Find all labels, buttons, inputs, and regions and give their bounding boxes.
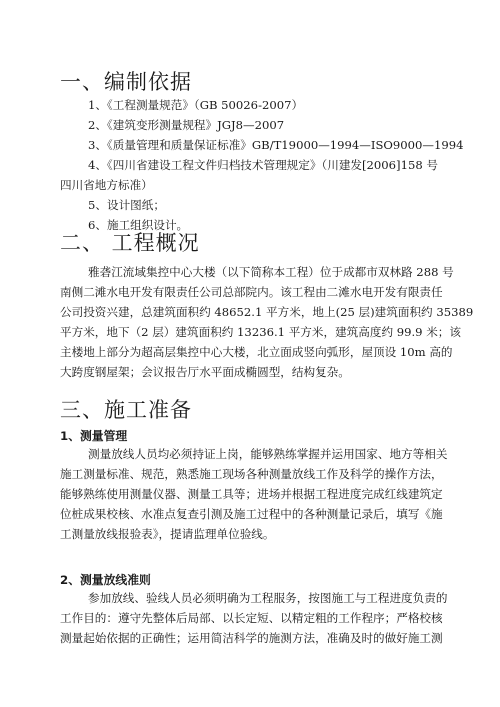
- overview-line-1: 雅砻江流域集控中心大楼（以下简称本工程）位于成都市双林路 288 号: [88, 265, 454, 279]
- reference-item-2: 2、《建筑变形测量规程》JGJ8—2007: [88, 118, 285, 132]
- reference-item-3: 3、《质量管理和质量保证标准》GB/T19000—1994—ISO9000—1994: [88, 138, 464, 152]
- reference-item-6: 6、施工组织设计。: [88, 218, 189, 232]
- overview-line-5: 主楼地上部分为超高层集控中心大楼，北立面成竖向弧形，屋顶设 10m 高的: [60, 345, 453, 359]
- management-line-5: 工测量放线报验表》，提请监理单位验线。: [60, 527, 275, 541]
- section-heading-1: 一、编制依据: [60, 70, 192, 94]
- overview-line-2: 南侧二滩水电开发有限责任公司总部院内。该工程由二滩水电开发有限责任: [60, 285, 443, 299]
- management-line-4: 位桩成果校核、水准点复查引测及施工过程中的各种测量记录后，填写《施: [60, 507, 443, 521]
- management-line-1: 测量放线人员均必须持证上岗，能够熟练掌握并运用国家、地方等相关: [88, 447, 448, 461]
- overview-line-4: 平方米，地下（2 层）建筑面积约 13236.1 平方米，建筑高度约 99.9 米；该: [60, 325, 461, 339]
- principles-line-1: 参加放线、验线人员必须明确为工程服务，按图施工与工程进度负责的: [88, 591, 448, 605]
- principles-line-3: 测量起始依据的正确性；运用简洁科学的施测方法，准确及时的做好施工测: [60, 631, 443, 645]
- subheading-measurement-management: 1、测量管理: [60, 429, 128, 443]
- reference-item-4-cont: 四川省地方标准）: [60, 178, 153, 192]
- section-heading-3: 三、施工准备: [60, 398, 192, 422]
- reference-item-1: 1、《工程测量规范》（GB 50026-2007）: [88, 98, 304, 112]
- principles-line-2: 工作目的：遵守先整体后局部、以长定短、以精定粗的工作程序；严格校核: [60, 611, 443, 625]
- subheading-survey-principles: 2、测量放线准则: [60, 573, 151, 587]
- reference-item-4: 4、《四川省建设工程文件归档技术管理规定》（川建发[2006]158 号: [88, 158, 438, 172]
- management-line-3: 能够熟练使用测量仪器、测量工具等；进场并根据工程进度完成红线建筑定: [60, 487, 443, 501]
- management-line-2: 施工测量标准、规范，熟悉施工现场各种测量放线工作及科学的操作方法，: [60, 467, 443, 481]
- overview-line-6: 大跨度钢屋架；会议报告厅水平面成椭圆型，结构复杂。: [60, 365, 350, 379]
- section-heading-2: 二、 工程概况: [60, 231, 200, 255]
- overview-line-3: 公司投资兴建，总建筑面积约 48652.1 平方米，地上(25 层)建筑面积约 35389: [60, 305, 474, 319]
- reference-item-5: 5、设计图纸；: [88, 198, 165, 212]
